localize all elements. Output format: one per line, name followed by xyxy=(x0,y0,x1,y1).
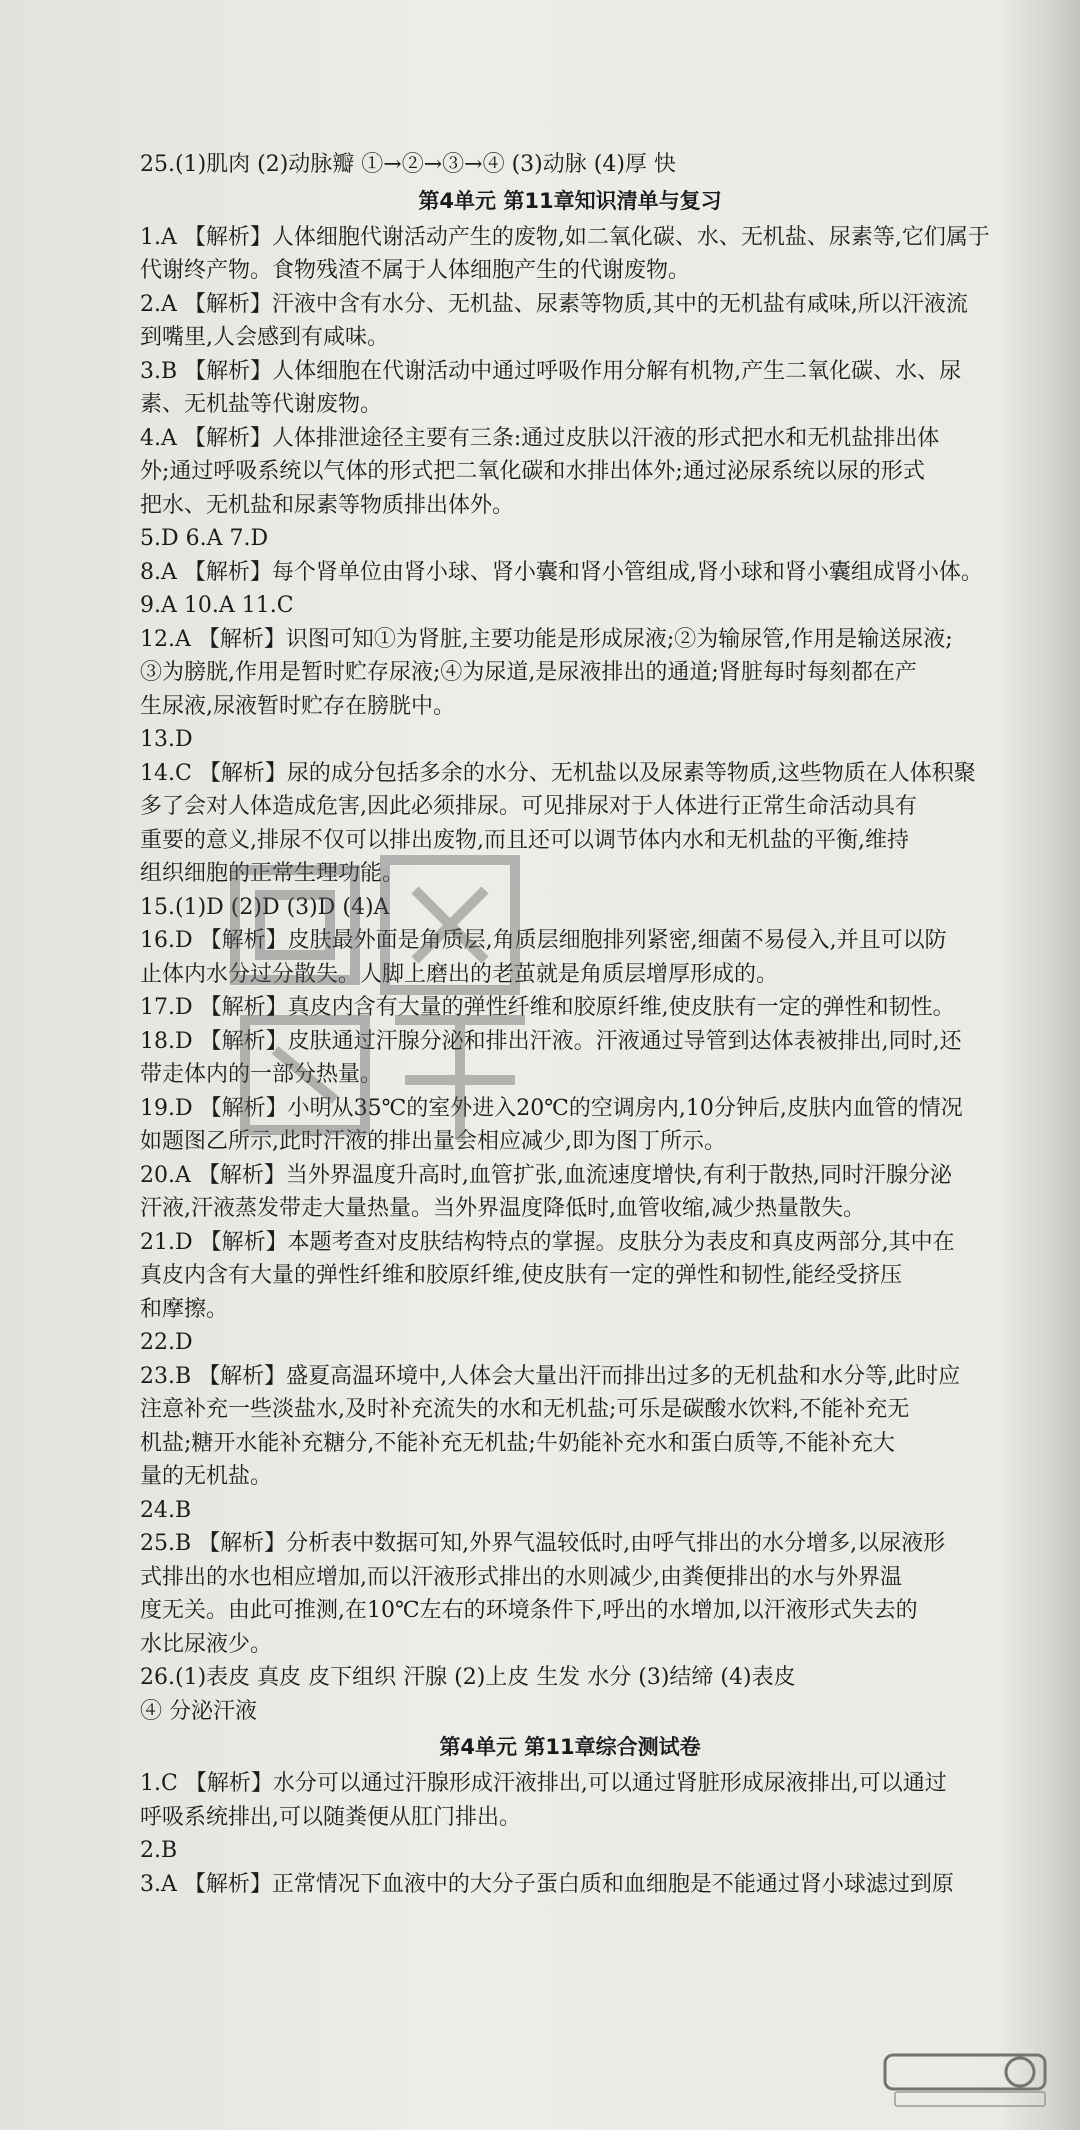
answer-line: 到嘴里,人会感到有咸味。 xyxy=(140,325,389,350)
answer-line: 9.A 10.A 11.C xyxy=(140,593,294,618)
answer-line: 1.A 【解析】人体细胞代谢活动产生的废物,如二氧化碳、水、无机盐、尿素等,它们属于 xyxy=(140,224,990,250)
answer-line: 17.D 【解析】真皮内含有大量的弹性纤维和胶原纤维,使皮肤有一定的弹性和韧性。 xyxy=(140,995,955,1020)
answer-line: 16.D 【解析】皮肤最外面是角质层,角质层细胞排列紧密,细菌不易侵入,并且可以防 xyxy=(140,928,947,953)
answer-line: 4.A 【解析】人体排泄途径主要有三条:通过皮肤以汗液的形式把水和无机盐排出体 xyxy=(140,425,940,451)
answer-line: 注意补充一些淡盐水,及时补充流失的水和无机盐;可乐是碳酸水饮料,不能补充无 xyxy=(140,1397,910,1422)
section-title-test: 第4单元 第11章综合测试卷 xyxy=(439,1735,701,1759)
answer-line: 19.D 【解析】小明从35℃的室外进入20℃的空调房内,10分钟后,皮肤内血管的情况 xyxy=(140,1095,963,1121)
answer-line: 真皮内含有大量的弹性纤维和胶原纤维,使皮肤有一定的弹性和韧性,能经受挤压 xyxy=(140,1263,902,1288)
answer-line: 2.B xyxy=(140,1838,178,1863)
answer-line: 重要的意义,排尿不仅可以排出废物,而且还可以调节体内水和无机盐的平衡,维持 xyxy=(140,827,909,853)
answer-line: 如题图乙所示,此时汗液的排出量会相应减少,即为图丁所示。 xyxy=(140,1129,726,1154)
answer-line: 素、无机盐等代谢废物。 xyxy=(140,392,383,417)
answer-line: 14.C 【解析】尿的成分包括多余的水分、无机盐以及尿素等物质,这些物质在人体积聚 xyxy=(140,760,976,786)
answer-line: 止体内水分过分散失。人脚上磨出的老茧就是角质层增厚形成的。 xyxy=(140,961,779,987)
answer-line: 2.A 【解析】汗液中含有水分、无机盐、尿素等物质,其中的无机盐有咸味,所以汗液流 xyxy=(140,291,968,317)
answer-line: 21.D 【解析】本题考查对皮肤结构特点的掌握。皮肤分为表皮和真皮两部分,其中在 xyxy=(140,1229,955,1255)
answer-line: 22.D xyxy=(140,1330,193,1355)
answer-line: 代谢终产物。食物残渣不属于人体细胞产生的代谢废物。 xyxy=(140,258,691,283)
answer-line: 把水、无机盐和尿素等物质排出体外。 xyxy=(140,492,515,518)
section-title-review: 第4单元 第11章知识清单与复习 xyxy=(418,188,722,213)
answer-line: 生尿液,尿液暂时贮存在膀胱中。 xyxy=(140,693,455,719)
answer-line: 12.A 【解析】识图可知①为肾脏,主要功能是形成尿液;②为输尿管,作用是输送尿液; xyxy=(140,626,953,652)
answer-line: ③为膀胱,作用是暂时贮存尿液;④为尿道,是尿液排出的通道;肾脏每时每刻都在产 xyxy=(140,660,917,685)
answer-line: 外;通过呼吸系统以气体的形式把二氧化碳和水排出体外;通过泌尿系统以尿的形式 xyxy=(140,459,925,484)
answer-line: 组织细胞的正常生理功能。 xyxy=(140,861,405,886)
answer-line-25-top: 25.(1)肌肉 (2)动脉瓣 ①→②→③→④ (3)动脉 (4)厚 快 xyxy=(140,152,676,177)
answer-line: 度无关。由此可推测,在10℃左右的环境条件下,呼出的水增加,以汗液形式失去的 xyxy=(140,1598,918,1623)
answer-line: 机盐;糖开水能补充糖分,不能补充无机盐;牛奶能补充水和蛋白质等,不能补充大 xyxy=(140,1430,895,1456)
answer-line: 5.D 6.A 7.D xyxy=(140,526,269,551)
answer-line: 26.(1)表皮 真皮 皮下组织 汗腺 (2)上皮 生发 水分 (3)结缔 (4)表皮 xyxy=(140,1665,796,1690)
answer-line: 3.A 【解析】正常情况下血液中的大分子蛋白质和血细胞是不能通过肾小球滤过到原 xyxy=(140,1871,954,1897)
page-edge-shadow xyxy=(1000,0,1080,2130)
answer-line: 8.A 【解析】每个肾单位由肾小球、肾小囊和肾小管组成,肾小球和肾小囊组成肾小体。 xyxy=(140,559,983,585)
answer-line: 汗液,汗液蒸发带走大量热量。当外界温度降低时,血管收缩,减少热量散失。 xyxy=(140,1196,865,1221)
answer-line: 13.D xyxy=(140,727,193,752)
answer-line: 呼吸系统排出,可以随粪便从肛门排出。 xyxy=(140,1804,521,1830)
section-test-lines xyxy=(140,1767,1000,1901)
answer-line: 1.C 【解析】水分可以通过汗腺形成汗液排出,可以通过肾脏形成尿液排出,可以通过 xyxy=(140,1771,947,1796)
answer-line: 多了会对人体造成危害,因此必须排尿。可见排尿对于人体进行正常生命活动具有 xyxy=(140,794,917,819)
answer-line: 18.D 【解析】皮肤通过汗腺分泌和排出汗液。汗液通过导管到达体表被排出,同时,还 xyxy=(140,1028,962,1054)
answer-line: 24.B xyxy=(140,1497,192,1523)
answer-line: 带走体内的一部分热量。 xyxy=(140,1062,383,1087)
answer-line: 水比尿液少。 xyxy=(140,1631,273,1657)
answer-line: 量的无机盐。 xyxy=(140,1464,273,1489)
answer-line: 和摩擦。 xyxy=(140,1296,229,1322)
answer-line: 23.B 【解析】盛夏高温环境中,人体会大量出汗而排出过多的无机盐和水分等,此时应 xyxy=(140,1363,961,1389)
answer-line: 25.B 【解析】分析表中数据可知,外界气温较低时,由呼气排出的水分增多,以尿液形 xyxy=(140,1531,946,1556)
answer-line: 式排出的水也相应增加,而以汗液形式排出的水则减少,由粪便排出的水与外界温 xyxy=(140,1564,902,1590)
stamp-seal-icon xyxy=(215,830,560,1170)
answer-line: 3.B 【解析】人体细胞在代谢活动中通过呼吸作用分解有机物,产生二氧化碳、水、尿 xyxy=(140,358,962,384)
answer-line: 15.(1)D (2)D (3)D (4)A xyxy=(140,894,390,920)
answer-line: 20.A 【解析】当外界温度升高时,血管扩张,血流速度增快,有利于散热,同时汗腺分泌 xyxy=(140,1162,952,1188)
answer-line: ④ 分泌汗液 xyxy=(140,1698,257,1724)
